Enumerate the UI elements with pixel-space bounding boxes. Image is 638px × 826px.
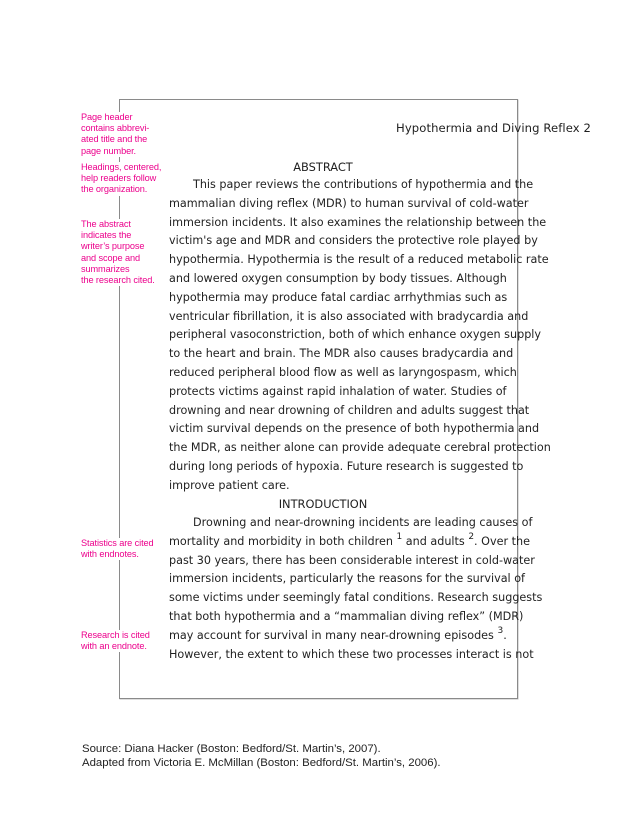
introduction-body <box>169 514 543 664</box>
annotation-line: contains abbrevi- <box>81 123 163 134</box>
abstract-line: hypothermia. Hypothermia is the result of a reduced metabolic rate <box>169 253 549 267</box>
intro-line: that both hypothermia and a “mammalian diving reflex” (MDR) <box>169 609 524 623</box>
intro-text: and adults <box>402 534 469 548</box>
abstract-line: reduced peripheral blood flow as well as laryngospasm, which <box>169 365 517 379</box>
abstract-line: ventricular fibrillation, it is also associated with bradycardia and <box>169 309 529 323</box>
abstract-heading: ABSTRACT <box>293 160 353 174</box>
running-head: Hypothermia and Diving Reflex 2 <box>396 121 591 135</box>
annotation-line: the research cited. <box>81 275 163 286</box>
abstract-line: immersion incidents. It also examines the relationship between the <box>169 215 547 229</box>
intro-line: past 30 years, there has been considerable interest in cold-water <box>169 553 535 567</box>
annotation-line: help readers follow <box>81 173 163 184</box>
endnote-marker: 3 <box>497 626 504 637</box>
intro-line: some victims under seemingly fatal conditions. Research suggests <box>169 591 543 605</box>
leader-line-abstract <box>119 197 120 219</box>
annotation-line: ated title and the <box>81 134 163 145</box>
abstract-line: and lowered oxygen consumption by body tissues. Although <box>169 271 507 285</box>
endnote-marker: 1 <box>396 532 403 543</box>
annotation-line: page number. <box>81 146 163 157</box>
annotation-line: summarizes <box>81 264 163 275</box>
abstract-line: drowning and near drowning of children and adults suggest that <box>169 403 530 417</box>
intro-line: Drowning and near-drowning incidents are leading causes of <box>193 516 533 529</box>
intro-line: immersion incidents, particularly the reasons for the survival of <box>169 572 526 586</box>
annotation-line: Statistics are cited <box>81 538 163 549</box>
annotation-line: Page header <box>81 112 163 123</box>
intro-line: However, the extent to which these two processes interact is not <box>169 647 534 661</box>
abstract-line: peripheral vasoconstriction, both of which enhance oxygen supply <box>169 328 542 342</box>
intro-text: may account for survival in many near-drowning episodes <box>169 628 498 642</box>
source-line: Source: Diana Hacker (Boston: Bedford/St. Martin’s, 2007). <box>82 743 381 755</box>
leader-line-statistics <box>119 520 120 540</box>
source-line: Adapted from Victoria E. McMillan (Boston: Bedford/St. Martin’s, 2006). <box>82 757 441 769</box>
annotation-line: Research is cited <box>81 630 163 641</box>
abstract-line: protects victims against rapid inhalation of water. Studies of <box>169 384 507 398</box>
introduction-heading: INTRODUCTION <box>278 497 368 511</box>
intro-text: . <box>503 628 507 642</box>
abstract-line: hypothermia may produce fatal cardiac arrhythmias such as <box>169 290 508 304</box>
abstract-body <box>169 176 551 496</box>
abstract-line: improve patient care. <box>169 478 290 492</box>
annotation-line: with endnotes. <box>81 549 163 560</box>
annotation-statistics <box>81 538 163 560</box>
source-credit <box>82 742 441 770</box>
abstract-line: victim's age and MDR and considers the protective role played by <box>169 234 538 248</box>
abstract-line: This paper reviews the contributions of hypothermia and the <box>193 178 534 191</box>
abstract-line: during long periods of hypoxia. Future research is suggested to <box>169 459 524 473</box>
annotation-line: The abstract <box>81 219 163 230</box>
annotation-abstract <box>81 219 163 286</box>
annotation-line: and scope and <box>81 253 163 264</box>
annotation-line: the organization. <box>81 184 163 195</box>
intro-line-with-endnote <box>169 626 507 646</box>
abstract-line: victim survival depends on the presence of both hypothermia and <box>169 422 540 436</box>
intro-text: . Over the <box>474 534 530 548</box>
annotation-line: Headings, centered, <box>81 162 162 172</box>
abstract-line: to the heart and brain. The MDR also causes bradycardia and <box>169 347 514 361</box>
abstract-line: the MDR, as neither alone can provide adequate cerebral protection <box>169 441 551 455</box>
abstract-line: mammalian diving reflex (MDR) to human survival of cold-water <box>169 196 529 210</box>
endnote-marker: 2 <box>468 532 475 543</box>
intro-line-with-endnotes <box>169 532 530 552</box>
annotation-research <box>81 630 163 652</box>
annotation-line: with an endnote. <box>81 641 163 652</box>
annotation-headings <box>81 162 163 196</box>
annotation-page-header <box>81 112 163 157</box>
annotation-line: writer’s purpose <box>81 241 163 252</box>
leader-line-research <box>119 612 120 632</box>
intro-text: mortality and morbidity in both children <box>169 534 397 548</box>
annotation-line: indicates the <box>81 230 163 241</box>
